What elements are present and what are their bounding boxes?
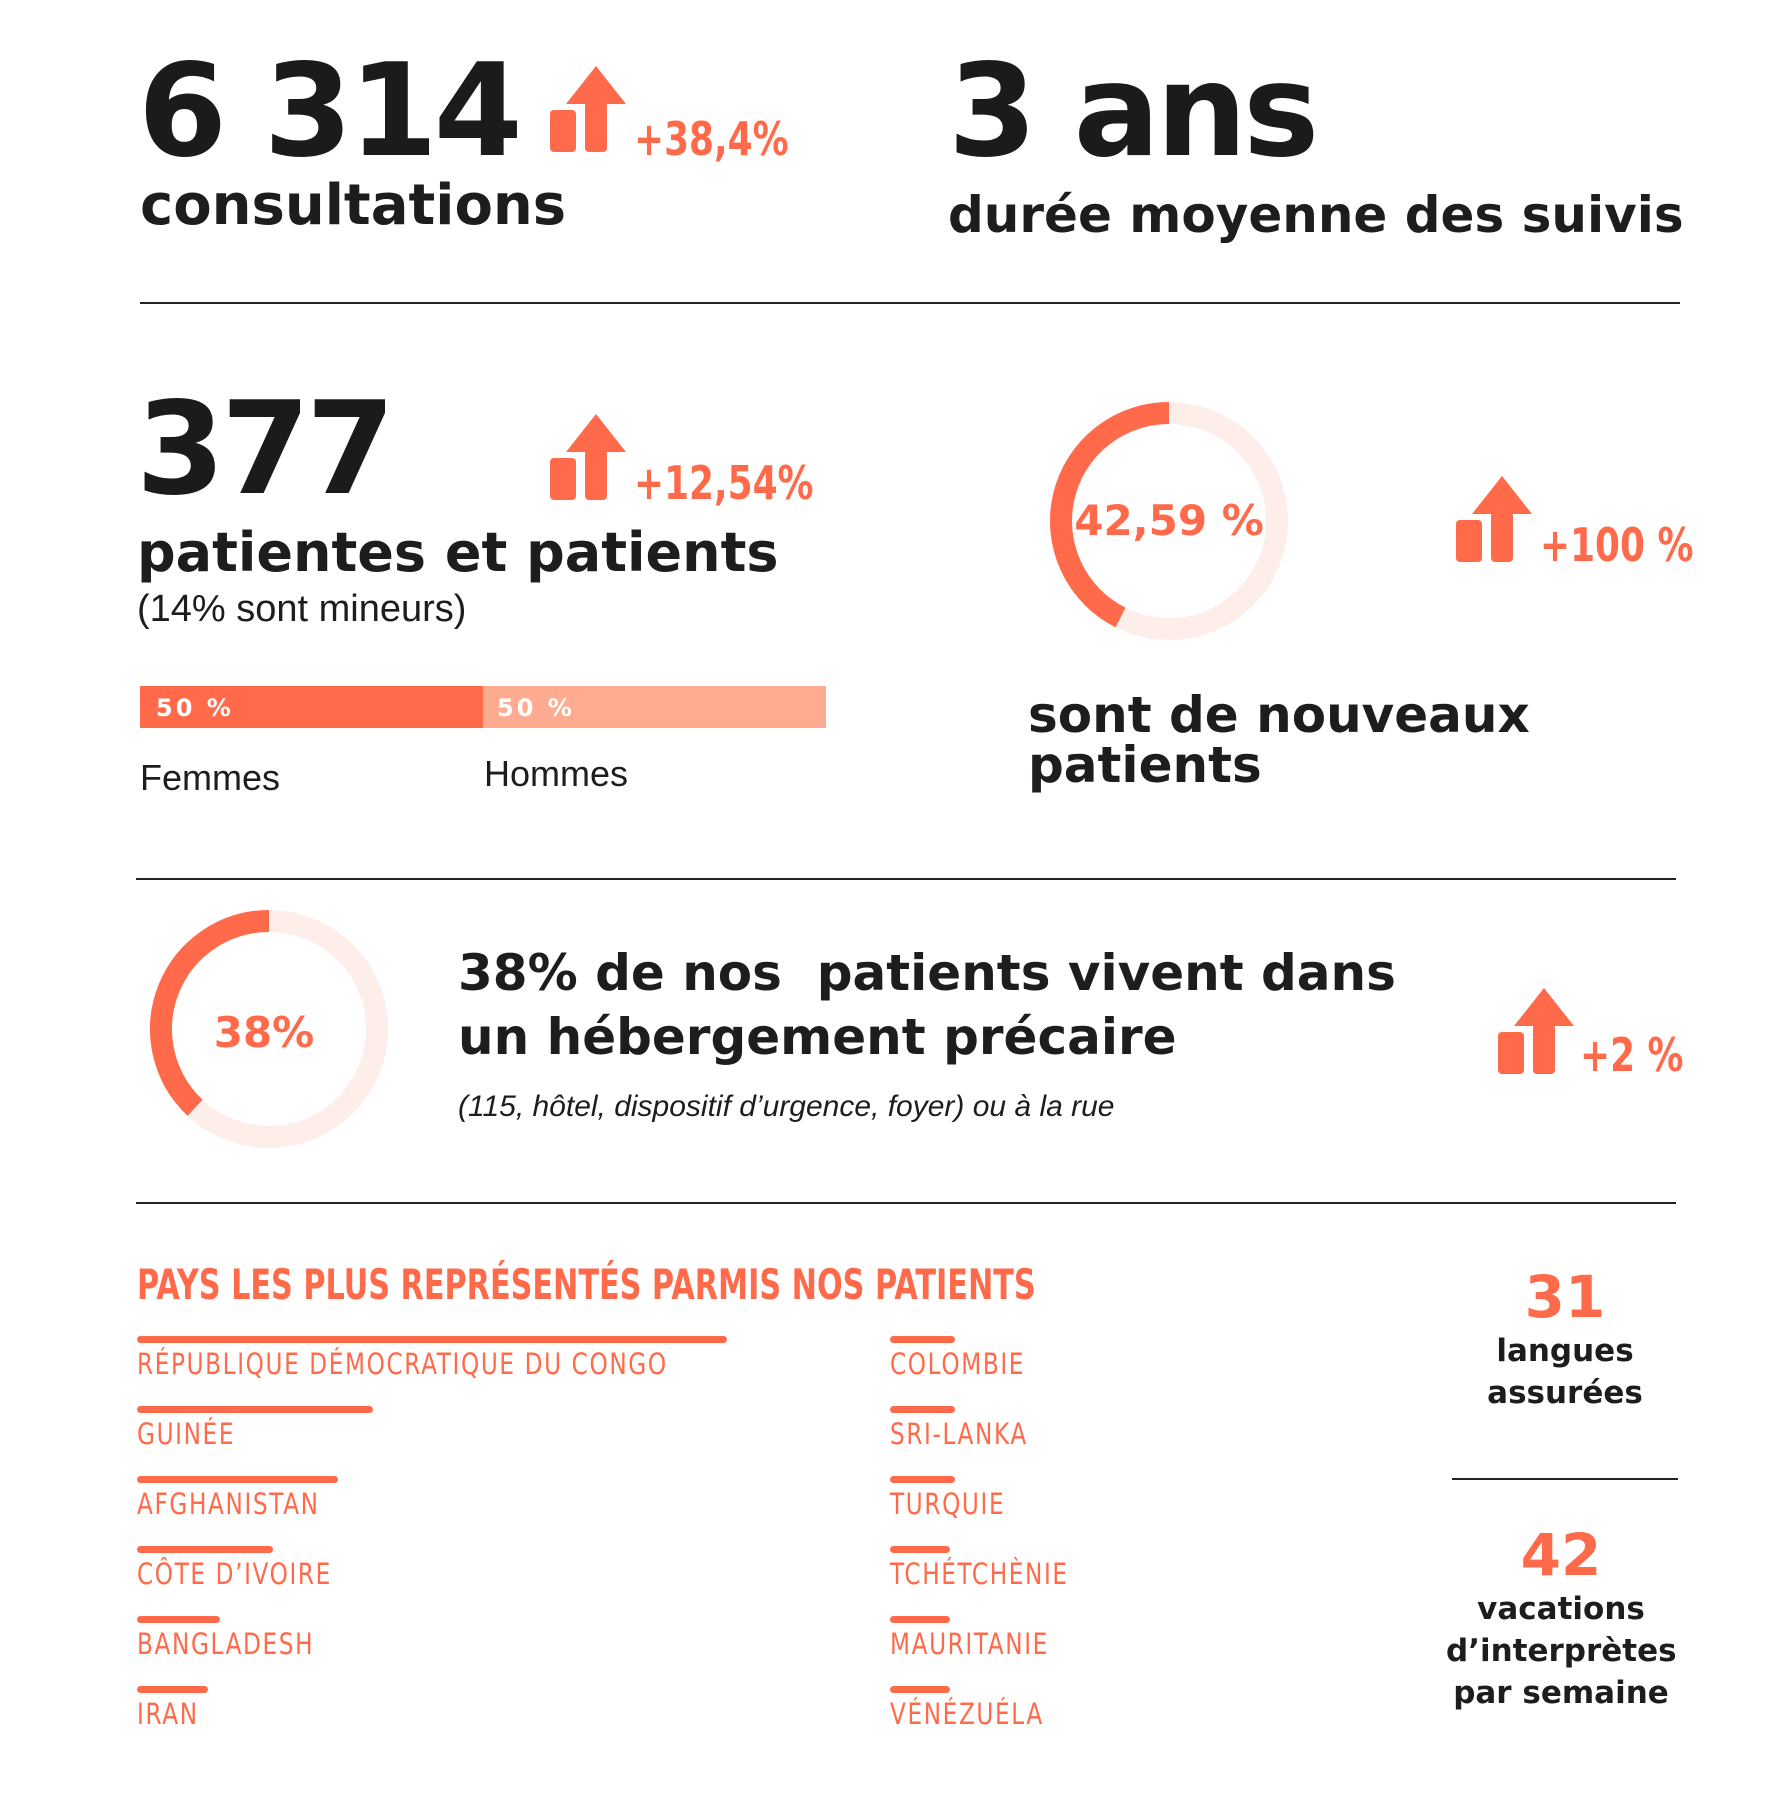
divider <box>1452 1478 1678 1480</box>
minors-note: (14% sont mineurs) <box>137 588 467 630</box>
housing-subtitle: (115, hôtel, dispositif d’urgence, foyer) ou à la rue <box>458 1090 1115 1123</box>
divider <box>136 878 1676 880</box>
consultations-value: 6 314 <box>138 37 519 186</box>
interpreters-value: 42 <box>1520 1521 1602 1589</box>
women-label: Femmes <box>140 757 281 798</box>
country-name: BANGLADESH <box>137 1627 315 1661</box>
divider <box>140 302 1680 304</box>
languages-line1: langues <box>1496 1333 1634 1369</box>
country-name: MAURITANIE <box>890 1627 1049 1661</box>
country-name: CÔTE D’IVOIRE <box>137 1557 332 1591</box>
country-bar <box>137 1406 373 1413</box>
men-bar <box>483 686 826 728</box>
divider <box>136 1202 1676 1204</box>
interpreters-line3: par semaine <box>1453 1675 1669 1711</box>
trend-up-icon <box>1498 988 1574 1074</box>
patients-trend: +12,54% <box>634 456 814 510</box>
women-percent: 50 % <box>156 694 234 722</box>
country-bar <box>890 1406 955 1413</box>
men-percent: 50 % <box>497 694 575 722</box>
patients-label: patientes et patients <box>137 521 779 584</box>
country-bar <box>890 1336 955 1343</box>
new-patients-percent: 42,59 % <box>1074 496 1264 545</box>
men-label: Hommes <box>484 753 629 794</box>
gender-bar <box>140 686 826 728</box>
housing-title-line1: 38% de nos patients vivent dans <box>458 944 1396 1002</box>
consultations-trend: +38,4% <box>634 112 789 166</box>
trend-up-icon <box>550 414 626 500</box>
country-name: IRAN <box>137 1697 199 1731</box>
interpreters-line1: vacations <box>1477 1591 1645 1627</box>
country-name: AFGHANISTAN <box>137 1487 320 1521</box>
country-name: VÉNÉZUÉLA <box>890 1697 1044 1731</box>
housing-title-line2: un hébergement précaire <box>458 1008 1177 1066</box>
country-bar <box>137 1336 727 1343</box>
housing-percent: 38% <box>213 1008 315 1057</box>
country-bar <box>890 1546 950 1553</box>
languages-line2: assurées <box>1487 1375 1643 1411</box>
country-name: TCHÉTCHÈNIE <box>890 1557 1069 1591</box>
country-name: RÉPUBLIQUE DÉMOCRATIQUE DU CONGO <box>137 1347 668 1381</box>
country-name: GUINÉE <box>137 1417 236 1451</box>
countries-title: PAYS LES PLUS REPRÉSENTÉS PARMIS NOS PATIENTS <box>137 1260 1036 1309</box>
consultations-label: consultations <box>140 173 567 238</box>
trend-up-icon <box>1456 476 1532 562</box>
country-bar <box>890 1686 950 1693</box>
new-patients-trend: +100 % <box>1540 518 1694 572</box>
housing-trend: +2 % <box>1580 1028 1684 1082</box>
country-bar <box>137 1476 338 1483</box>
new-patients-label: sont de nouveaux patients <box>1028 686 1530 794</box>
country-bar <box>890 1476 955 1483</box>
women-bar <box>140 686 483 728</box>
country-bar <box>137 1546 273 1553</box>
country-name: COLOMBIE <box>890 1347 1026 1381</box>
country-name: SRI-LANKA <box>890 1417 1028 1451</box>
duration-label: durée moyenne des suivis <box>948 186 1684 244</box>
trend-up-icon <box>550 66 626 152</box>
patients-value: 377 <box>136 375 392 524</box>
country-bar <box>890 1616 950 1623</box>
country-name: TURQUIE <box>890 1487 1006 1521</box>
country-bar <box>137 1616 220 1623</box>
interpreters-line2: d’interprètes <box>1446 1633 1677 1669</box>
languages-value: 31 <box>1524 1263 1606 1331</box>
country-bar <box>137 1686 208 1693</box>
duration-value: 3 ans <box>948 37 1316 186</box>
